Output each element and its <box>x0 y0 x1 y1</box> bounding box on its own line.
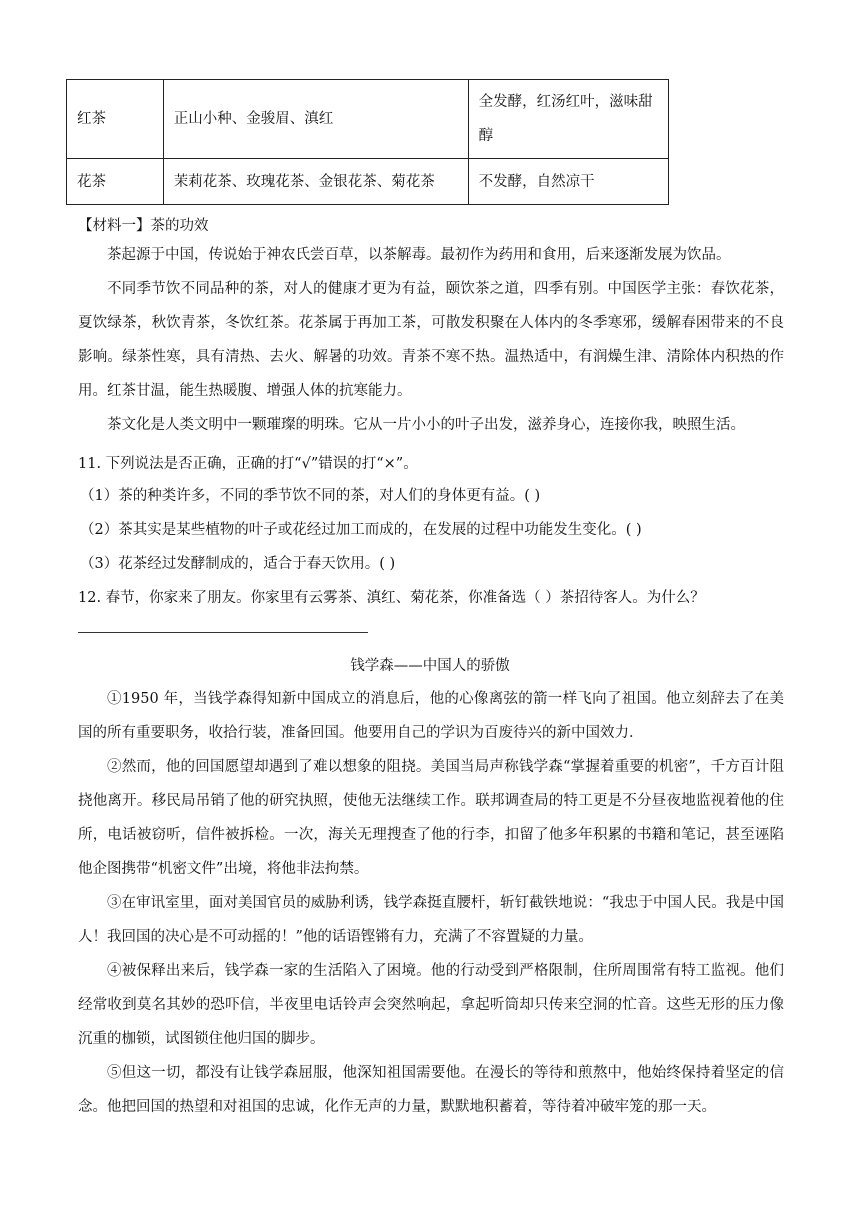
tea-table <box>66 79 669 205</box>
table-row <box>67 159 669 205</box>
material-paragraph-1: 茶起源于中国，传说始于神农氏尝百草，以茶解毒。最初作为药用和食用，后来逐渐发展为饮品。 <box>107 247 731 263</box>
answer-line[interactable] <box>78 632 368 633</box>
material-paragraph-3: 茶文化是人类文明中一颗璀璨的明珠。它从一片小小的叶子出发，滋养身心，连接你我，映照生活。 <box>107 417 745 433</box>
article-paragraph-2: ②然而，他的回国愿望却遇到了难以想象的阻挠。美国当局声称钱学森“掌握着重要的机密”，千方百计阻挠他离开。移民局吊销了他的研究执照，使他无法继续工作。联邦调查局的特工更是不分昼夜地监视着他的住所，电话被窃听，信件被拆检。一次，海关无理搜查了他的行李，扣留了他多年积累的书籍和笔记，甚至诬陷他企图携带“机密文件”出境，将他非法拘禁。 <box>78 759 784 877</box>
tea-name-cell: 花茶 <box>67 159 164 205</box>
article-paragraph-4: ④被保释出来后，钱学森一家的生活陷入了困境。他的行动受到严格限制，住所周围常有特工监视。他们经常收到莫名其妙的恐吓信，半夜里电话铃声会突然响起，拿起听筒却只传来空洞的忙音。这些无形的压力像沉重的枷锁，试图锁住他归国的脚步。 <box>78 963 784 1047</box>
material-paragraph-2: 不同季节饮不同品种的茶，对人的健康才更为有益，颐饮茶之道，四季有别。中国医学主张：春饮花茶，夏饮绿茶，秋饮青茶，冬饮红茶。花茶属于再加工茶，可散发积聚在人体内的冬季寒邪，缓解春困带来的不良影响。绿茶性寒，具有清热、去火、解暑的功效。青茶不寒不热。温热适中，有润燥生津、清除体内积热的作用。红茶甘温，能生热暖腹、增强人体的抗寒能力。 <box>78 281 784 399</box>
question-11-2: （2）茶其实是某些植物的叶子或花经过加工而成的，在发展的过程中功能发生变化。( ) <box>80 522 642 538</box>
tea-name-cell: 红茶 <box>67 80 164 159</box>
tea-process-cell: 全发酵，红汤红叶，滋味甜醇 <box>468 80 668 159</box>
tea-process-cell: 不发酵，自然凉干 <box>468 159 668 205</box>
question-11-3: （3）花茶经过发酵制成的，适合于春天饮用。( ) <box>80 556 396 572</box>
tea-varieties-cell: 正山小种、金骏眉、滇红 <box>163 80 468 159</box>
question-11: 11. 下列说法是否正确，正确的打“√”错误的打“×”。 <box>78 456 418 472</box>
article-title: 钱学森——中国人的骄傲 <box>350 658 510 674</box>
tea-varieties-cell: 茉莉花茶、玫瑰花茶、金银花茶、菊花茶 <box>163 159 468 205</box>
question-12: 12. 春节，你家来了朋友。你家里有云雾茶、滇红、菊花茶，你准备选（ ）茶招待客人。为什么？ <box>78 590 705 606</box>
material-heading: 【材料一】茶的功效 <box>78 218 209 234</box>
question-11-1: （1）茶的种类许多，不同的季节饮不同的茶，对人们的身体更有益。( ) <box>80 488 541 504</box>
article-paragraph-3: ③在审讯室里，面对美国官员的威胁利诱，钱学森挺直腰杆，斩钉截铁地说：“我忠于中国人民。我是中国人！我回国的决心是不可动摇的！”他的话语铿锵有力，充满了不容置疑的力量。 <box>78 895 784 945</box>
article-paragraph-5: ⑤但这一切，都没有让钱学森屈服，他深知祖国需要他。在漫长的等待和煎熬中，他始终保持着坚定的信念。他把回国的热望和对祖国的忠诚，化作无声的力量，默默地积蓄着，等待着冲破牢笼的那一天。 <box>78 1065 784 1115</box>
table-row <box>67 80 669 159</box>
article-paragraph-1: ①1950 年，当钱学森得知新中国成立的消息后，他的心像离弦的箭一样飞向了祖国。他立刻辞去了在美国的所有重要职务，收拾行装，准备回国。他要用自己的学识为百废待兴的新中国效力． <box>78 691 784 741</box>
